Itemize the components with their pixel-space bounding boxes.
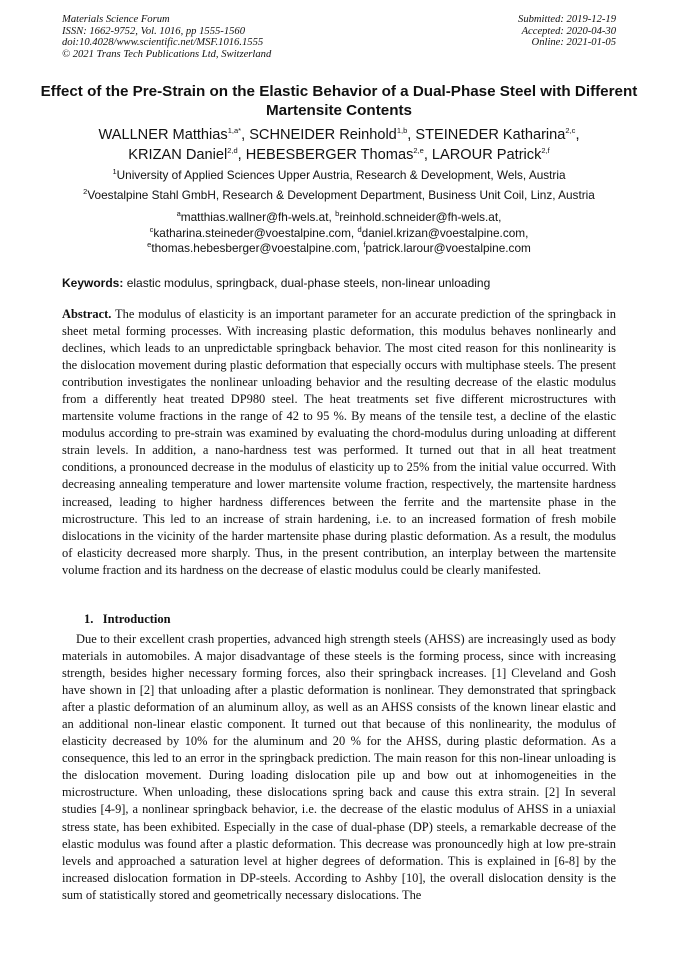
author: HEBESBERGER Thomas$^{2,e}$, [245, 146, 432, 163]
doi: doi:10.4028/www.scientific.net/MSF.1016.1555 [62, 37, 264, 49]
abstract-text: The modulus of elasticity is an important parameter for an accurate prediction of the springback in sheet metal forming processes. With increasing plastic deformation, this modulus behaves nonlinearly and declines, which leads to an unpredictable springback behavior. The most cited reason for this nonlinearity is the dislocation movement during plastic deformation that especially occurs with multiphase steels. The present contribution investigates the nonlinear unloading behavior and the resulting decrease of the elastic modulus from a differently heat treated DP980 steel. The heat treatments set five different microstructures with martensite volume fractions in the range of 42 to 95 %. By means of the tensile test, a decline of the elastic modulus according to pre-strain was examined by evaluating the chord-modulus during unloading at different strain levels. In addition, a nano-hardness test was performed. It turned out that in all heat treatment conditions, a pronounced decrease in the modulus of elasticity up to 25% from the initial value occurred. With decreasing annealing temperature and lower martensite volume fraction, respectively, the martensite hardness increased, leading to higher hardness differences between the ferrite and the martensite phase in the microstructure. This led to an increase of strain hardening, i.e. to an increased formation of fresh mobile dislocations in the vicinity of the harder martensite phase during plastic deformation. As a result, the modulus of elasticity decreased more sharply. Thus, in the present contribution, an interplay between the martensite volume fraction and its hardness on the decrease of elastic modulus could be clearly manifested. [62, 307, 617, 577]
email[interactable]: $^a$matthias.wallner@fh-wels.at, [176, 209, 332, 224]
email[interactable]: $^e$thomas.hebesberger@voestalpine.com, [147, 240, 361, 256]
author-list [30, 125, 648, 165]
keywords-text: elastic modulus, springback, dual-phase steels, non-linear unloading [126, 276, 491, 290]
author: SCHNEIDER Reinhold$^{1,b}$, [249, 126, 416, 143]
author: LAROUR Patrick$^{2,f}$ [431, 146, 550, 163]
journal-name: Materials Science Forum [62, 14, 170, 25]
email[interactable]: $^b$reinhold.schneider@fh-wels.at, [335, 209, 502, 224]
email[interactable]: $^f$patrick.larour@voestalpine.com [363, 240, 531, 256]
copyright: © 2021 Trans Tech Publications Ltd, Switzerland [62, 48, 272, 60]
paper-title: Effect of the Pre-Strain on the Elastic Behavior of a Dual-Phase Steel with Different Martensite Contents [40, 83, 638, 119]
abstract-label: Abstract. [62, 307, 112, 321]
author: KRIZAN Daniel$^{2,d}$, [128, 146, 246, 163]
dates-info [518, 14, 616, 49]
email[interactable]: $^d$daniel.krizan@voestalpine.com, [357, 224, 529, 240]
issn: ISSN: 1662-9752, Vol. 1016, pp 1555-1560 [62, 25, 246, 37]
online-date: Online: 2021-01-05 [531, 37, 616, 49]
affiliation-2: $^2$Voestalpine Stahl GmbH, Research & Development Department, Business Unit Coil, Linz, Austria [83, 187, 595, 202]
submitted-date: Submitted: 2019-12-19 [518, 14, 616, 25]
section-heading: 1. Introduction [84, 612, 171, 626]
email[interactable]: $^c$katharina.steineder@voestalpine.com, [149, 224, 355, 240]
email-list [30, 210, 648, 257]
author: WALLNER Matthias$^{1,a*}$, [98, 126, 250, 143]
journal-info [62, 14, 271, 60]
accepted-date: Accepted: 2020-04-30 [521, 25, 616, 37]
introduction-text: Due to their excellent crash properties, advanced high strength steels (AHSS) are increasingly used as body materials in automobiles. A major disadvantage of these steels is the forming process, since with increasing strength, besides higher necessary forming forces, also their springback increases. [1] Cleveland and Gosh have shown in [2] that unloading after a plastic deformation is nonlinear. They demonstrated that springback after a plastic deformation of an aluminum alloy, as well as an AHSS consists of the known linear elastic and an additional non-linear elastic component. It turned out that because of this nonlinearity, the modulus of elasticity decreased by 10% for the aluminum and 20 % for the AHSS, during plastic deformation. As a consequence, this led to an error in the springback prediction. The main reason for this non-linear unloading is the dislocation movement. During loading dislocation pile up and bow out at inhomogeneities in the microstructure. When unloading, these dislocations spring back and cause this extra strain. [2] In several studies [4-9], a nonlinear springback behavior, i.e. the decrease of the elastic modulus of AHSS in a uniaxial stress state, has been exhibited. Especially in the case of dual-phase (DP) steels, a remarkable decrease of the elastic modulus was found after a plastic deformation. This decrease was pronouncedly high at low pre-strain levels and approached a saturation level at higher degrees of deformation. This is explained in [6-8] by the increased dislocation formation in DP-steels. According to Ashby [10], the overall dislocation density is the sum of statistically stored and geometrically necessary dislocations. The [62, 632, 616, 902]
keywords-label: Keywords: [62, 276, 124, 290]
affiliation-1: $^1$University of Applied Sciences Upper Austria, Research & Development, Wels, Austria [112, 167, 566, 182]
author: STEINEDER Katharina$^{2,c}$, [415, 126, 580, 143]
abstract [62, 306, 616, 579]
keywords [62, 276, 490, 290]
